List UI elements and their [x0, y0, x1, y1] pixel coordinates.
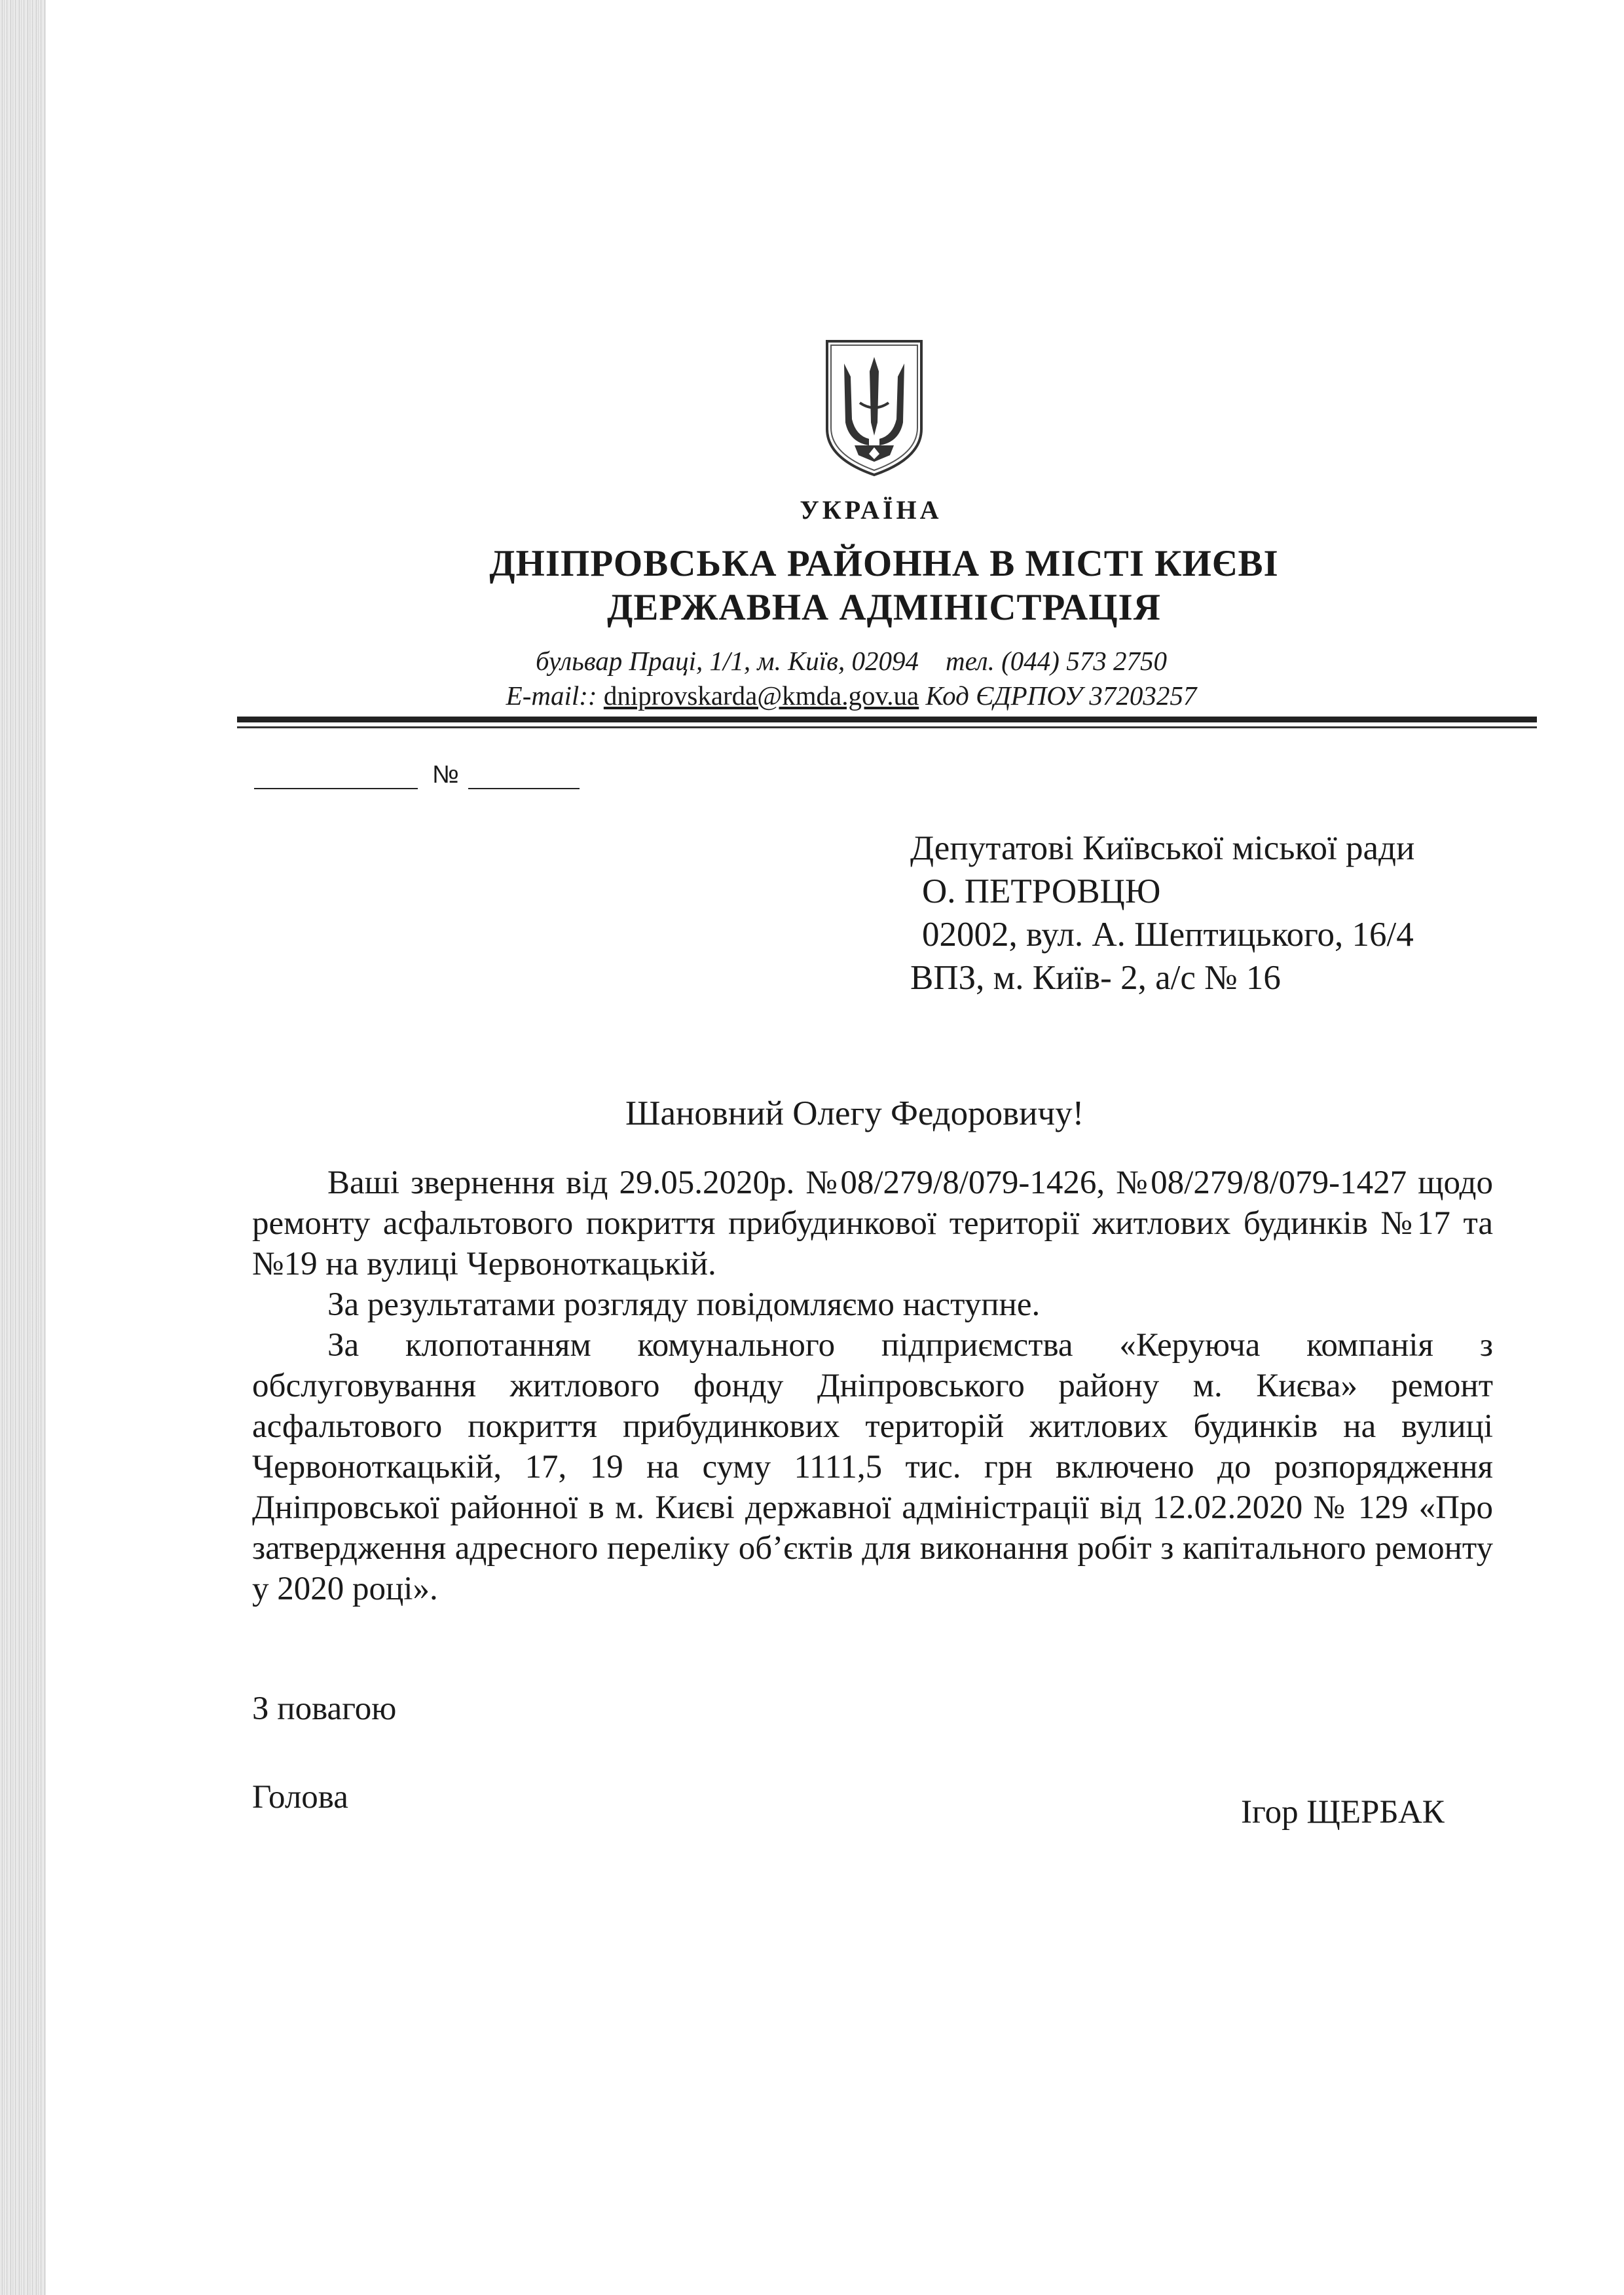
coat-of-arms-icon	[822, 337, 927, 478]
email-link[interactable]: dniprovskarda@kmda.gov.ua	[603, 681, 919, 711]
addressee-title: Депутатові Київської міської ради	[910, 829, 1415, 867]
number-sign: №	[432, 761, 459, 789]
contact-email-line	[0, 680, 1624, 711]
edrpou-code: Код ЄДРПОУ 37203257	[925, 681, 1197, 711]
number-blank	[468, 764, 580, 789]
country-name: УКРАЇНА	[800, 495, 942, 525]
salutation: Шановний Олегу Федоровичу!	[625, 1094, 1084, 1132]
phone-number: тел. (044) 573 2750	[945, 646, 1167, 676]
organization-name-line1: ДНІПРОВСЬКА РАЙОННА В МІСТІ КИЄВІ	[489, 543, 1279, 584]
letter-body	[252, 1163, 1493, 1609]
contact-address-line	[0, 645, 1624, 677]
email-label: E-mail::	[506, 681, 597, 711]
addressee-street: 02002, вул. А. Шептицького, 16/4	[922, 916, 1414, 954]
addressee-postbox: ВПЗ, м. Київ- 2, а/с № 16	[910, 959, 1281, 997]
signer-position: Голова	[252, 1779, 348, 1816]
closing-regards: З повагою	[252, 1690, 397, 1727]
addressee-name: О. ПЕТРОВЦЮ	[922, 872, 1161, 910]
date-blank	[254, 764, 418, 789]
scan-edge-artifact	[0, 0, 46, 2295]
header-divider-thin	[237, 726, 1537, 728]
signer-name: Ігор ЩЕРБАК	[1241, 1794, 1445, 1831]
header-divider-thick	[237, 717, 1537, 722]
paragraph-request: Ваші звернення від 29.05.2020р. №08/279/8/079-1426, №08/279/8/079-1427 щодо ремонту асфальтового покриття прибудинкової території житлових будинків №17 та №19 на вулиці Червоноткацькій.	[252, 1165, 1493, 1282]
postal-address: бульвар Праці, 1/1, м. Київ, 02094	[536, 646, 919, 676]
addressee-block	[910, 827, 1414, 999]
paragraph-details: За клопотанням комунального підприємства «Керуюча компанія з обслуговування житлового фонду Дніпровського району м. Києва» ремонт асфальтового покриття прибудинкових територій житлових будинків на вулиці Червоноткацькій, 17, 19 на суму 1111,5 тис. грн включено до розпорядження Дніпровської районної в м. Києві державної адміністрації від 12.02.2020 № 129 «Про затвердження адресного переліку об’єктів для виконання робіт з капітального ремонту у 2020 році».	[252, 1327, 1493, 1607]
reference-number-line	[254, 761, 580, 789]
paragraph-result: За результатами розгляду повідомляємо наступне.	[327, 1286, 1041, 1323]
organization-name-line2: ДЕРЖАВНА АДМІНІСТРАЦІЯ	[607, 587, 1161, 628]
